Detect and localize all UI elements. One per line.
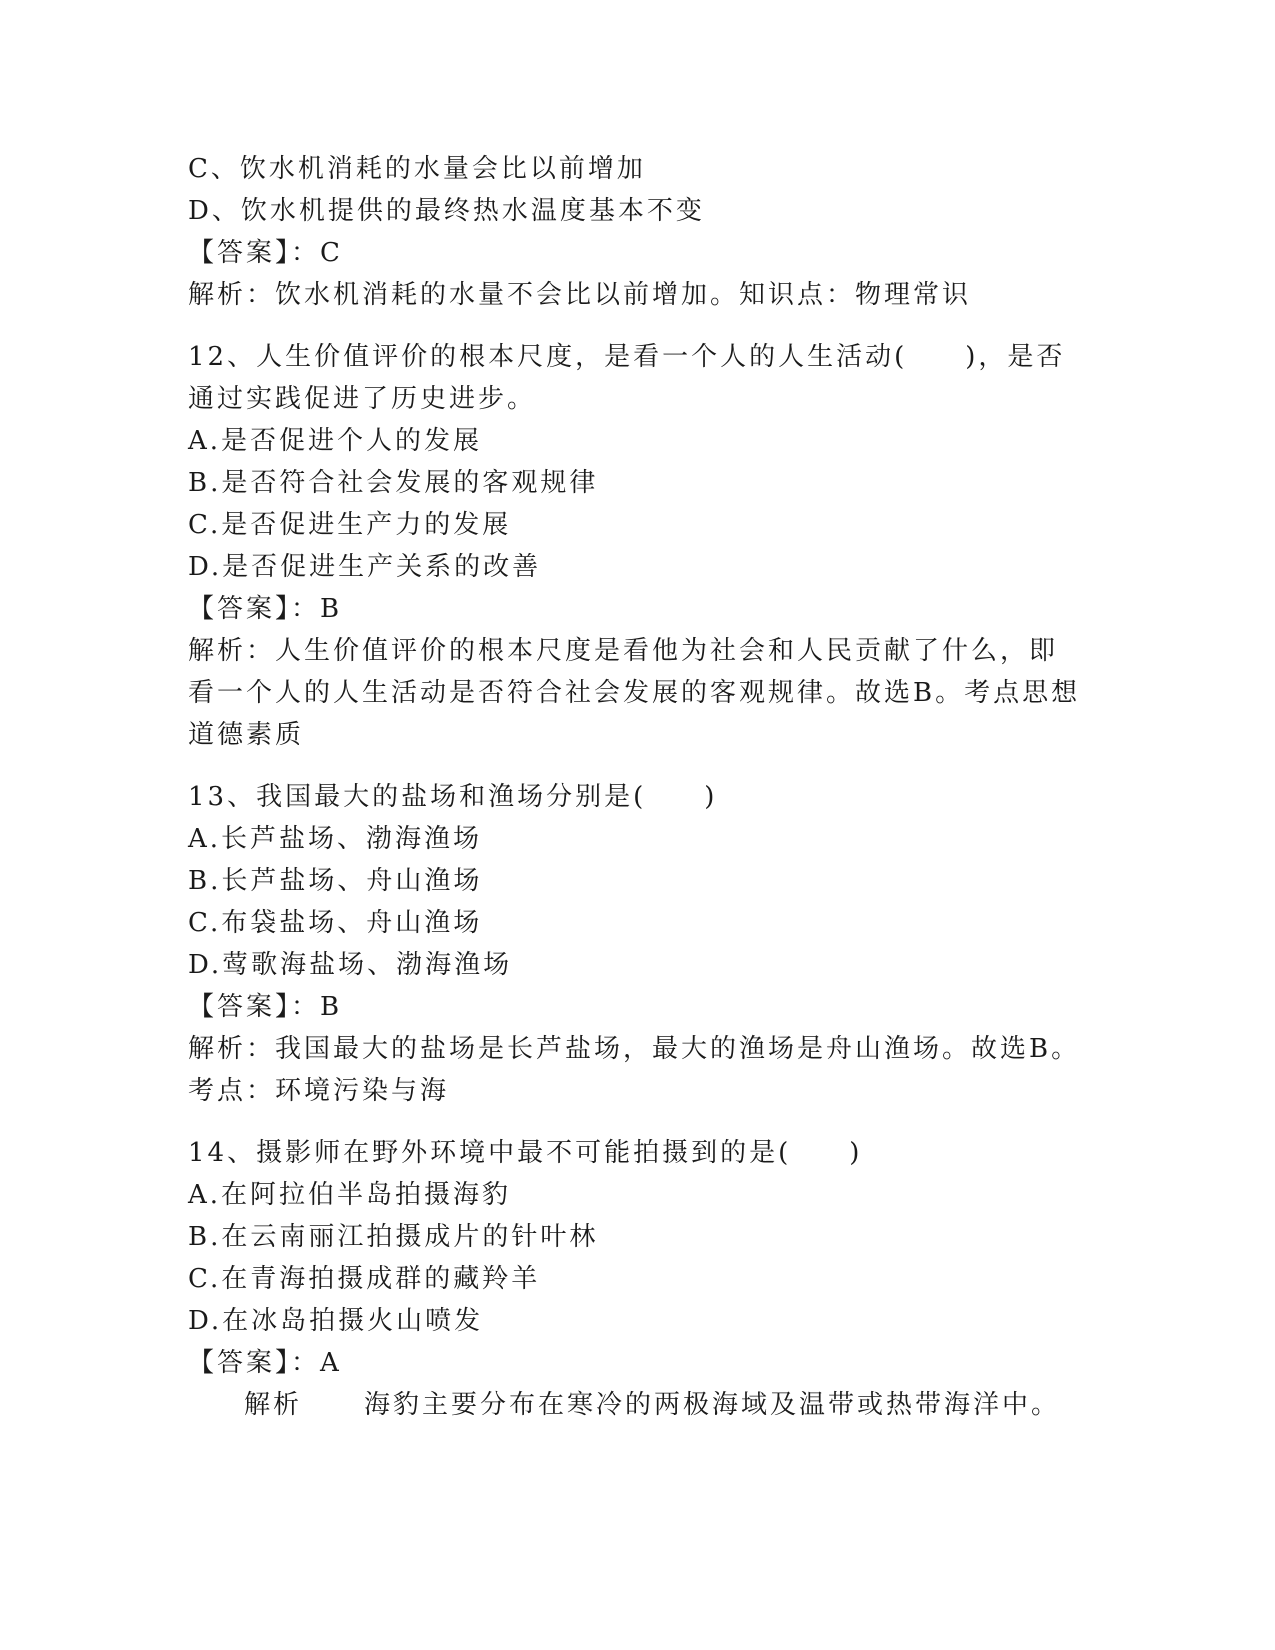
option-d: D.莺歌海盐场、渤海渔场	[188, 950, 513, 980]
analysis: 解析：人生价值评价的根本尺度是看他为社会和人民贡献了什么，即	[188, 636, 1059, 666]
option-a: A.长芦盐场、渤海渔场	[188, 824, 483, 854]
analysis: 解析：我国最大的盐场是长芦盐场，最大的渔场是舟山渔场。故选B。	[188, 1034, 1081, 1064]
option-b: B.长芦盐场、舟山渔场	[188, 866, 483, 896]
analysis: 解析：饮水机消耗的水量不会比以前增加。知识点：物理常识	[188, 280, 972, 310]
analysis-continued: 看一个人的人生活动是否符合社会发展的客观规律。故选B。考点思想	[188, 678, 1081, 708]
option-c: C.布袋盐场、舟山渔场	[188, 908, 483, 938]
question-stem: 14、摄影师在野外环境中最不可能拍摄到的是( )	[188, 1138, 863, 1168]
option-c: C.在青海拍摄成群的藏羚羊	[188, 1264, 541, 1294]
question-stem: 12、人生价值评价的根本尺度，是看一个人的人生活动( )，是否	[188, 342, 1066, 372]
question-stem: 13、我国最大的盐场和渔场分别是( )	[188, 782, 718, 812]
option-a: A.是否促进个人的发展	[188, 426, 483, 456]
question-13	[188, 776, 1088, 1112]
answer: 【答案】：B	[188, 594, 343, 624]
option-d: D.在冰岛拍摄火山喷发	[188, 1306, 484, 1336]
option-a: A.在阿拉伯半岛拍摄海豹	[188, 1180, 512, 1210]
answer: 【答案】：B	[188, 992, 343, 1022]
question-stem-continued: 通过实践促进了历史进步。	[188, 384, 537, 414]
option-b: B.是否符合社会发展的客观规律	[188, 468, 599, 498]
analysis-label: 解析	[244, 1390, 303, 1420]
answer: 【答案】：C	[188, 238, 343, 268]
analysis-continued: 考点：环境污染与海	[188, 1076, 450, 1106]
option-c: C.是否促进生产力的发展	[188, 510, 512, 540]
option-d: D、饮水机提供的最终热水温度基本不变	[188, 196, 705, 226]
option-d: D.是否促进生产关系的改善	[188, 552, 542, 582]
question-14	[188, 1132, 1088, 1426]
answer: 【答案】：A	[188, 1348, 342, 1378]
option-c: C、饮水机消耗的水量会比以前增加	[188, 154, 646, 184]
analysis-continued: 道德素质	[188, 720, 305, 750]
question-12	[188, 336, 1088, 756]
document-page	[188, 148, 1088, 1426]
analysis	[188, 1384, 1088, 1426]
analysis-text: 海豹主要分布在寒冷的两极海域及温带或热带海洋中。	[364, 1390, 1061, 1420]
option-b: B.在云南丽江拍摄成片的针叶林	[188, 1222, 599, 1252]
question-11-tail	[188, 148, 1088, 316]
